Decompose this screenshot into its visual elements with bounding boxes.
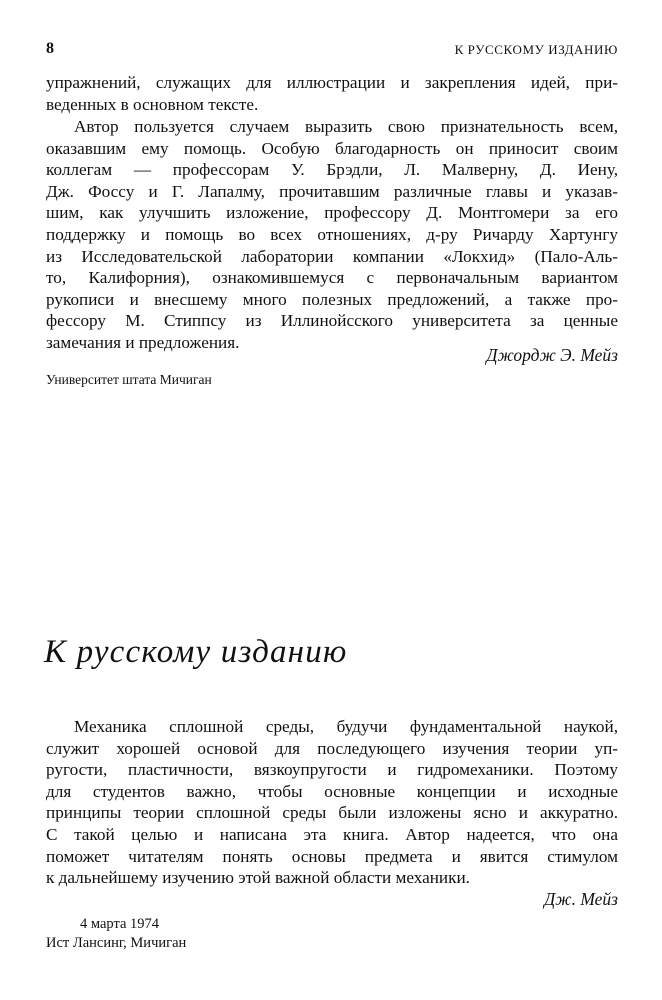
author-signature: Джордж Э. Мейз <box>486 345 618 365</box>
acknowledgements-paragraph <box>46 116 618 354</box>
author-affiliation: Университет штата Мичиган <box>46 372 212 387</box>
text-line: коллегам — профессорам У. Брэдли, Л. Малверну, Д. Иену, <box>46 160 618 180</box>
text-line: шим, как улучшить изложение, профессору Д. Монтгомери за его <box>46 203 618 223</box>
text-line: Механика сплошной среды, будучи фундаментальной наукой, <box>74 717 618 736</box>
section-title: К русскому изданию <box>44 634 348 670</box>
text-line: поддержку и помощь во всех отношениях, д-ру Ричарду Хартунгу <box>46 224 618 244</box>
preface-paragraph-continued <box>46 72 618 115</box>
text-line: из Исследовательской лаборатории компании «Локхид» (Пало-Аль- <box>46 246 618 266</box>
text-line: веденных в основном тексте. <box>46 94 259 114</box>
signature-date: 4 марта 1974 <box>80 916 160 932</box>
text-line: служит хорошей основой для последующего изучения теории уп- <box>46 738 618 758</box>
text-line: Дж. Фоссу и Г. Лапалму, прочитавшим различные главы и указав- <box>46 181 618 201</box>
text-line: Автор пользуется случаем выразить свою признательность всем, <box>74 117 618 136</box>
text-line: для студентов важно, чтобы основные концепции и исходные <box>46 781 618 801</box>
signature-place: Ист Лансинг, Мичиган <box>46 935 187 951</box>
date-and-place <box>46 915 186 953</box>
russian-edition-paragraph <box>46 716 618 889</box>
running-title: К РУССКОМУ ИЗДАНИЮ <box>454 42 618 57</box>
text-line: С такой целью и написана эта книга. Автор надеется, что она <box>46 824 618 844</box>
text-line: к дальнейшему изучению этой важной области механики. <box>46 868 470 888</box>
text-line: оказавшим ему помощь. Особую благодарность он приносит своим <box>46 138 618 158</box>
page-header <box>46 40 618 60</box>
text-line: ругости, пластичности, вязкоупругости и гидромеханики. Поэтому <box>46 760 618 780</box>
text-line: замечания и предложения. <box>46 332 240 352</box>
text-line: то, Калифорния), ознакомившемуся с первоначальным вариантом <box>46 268 618 288</box>
translator-note-signature: Дж. Мейз <box>544 889 618 909</box>
page-number: 8 <box>46 40 54 57</box>
text-line: рукописи и внесшему много полезных предложений, а также про- <box>46 289 618 309</box>
text-line: поможет читателям понять основы предмета и явится стимулом <box>46 846 618 866</box>
text-line: фессору М. Стиппсу из Иллинойсского университета за ценные <box>46 311 618 331</box>
text-line: принципы теории сплошной среды были изложены ясно и аккуратно. <box>46 803 618 823</box>
text-line: упражнений, служащих для иллюстрации и закрепления идей, при- <box>46 73 618 92</box>
